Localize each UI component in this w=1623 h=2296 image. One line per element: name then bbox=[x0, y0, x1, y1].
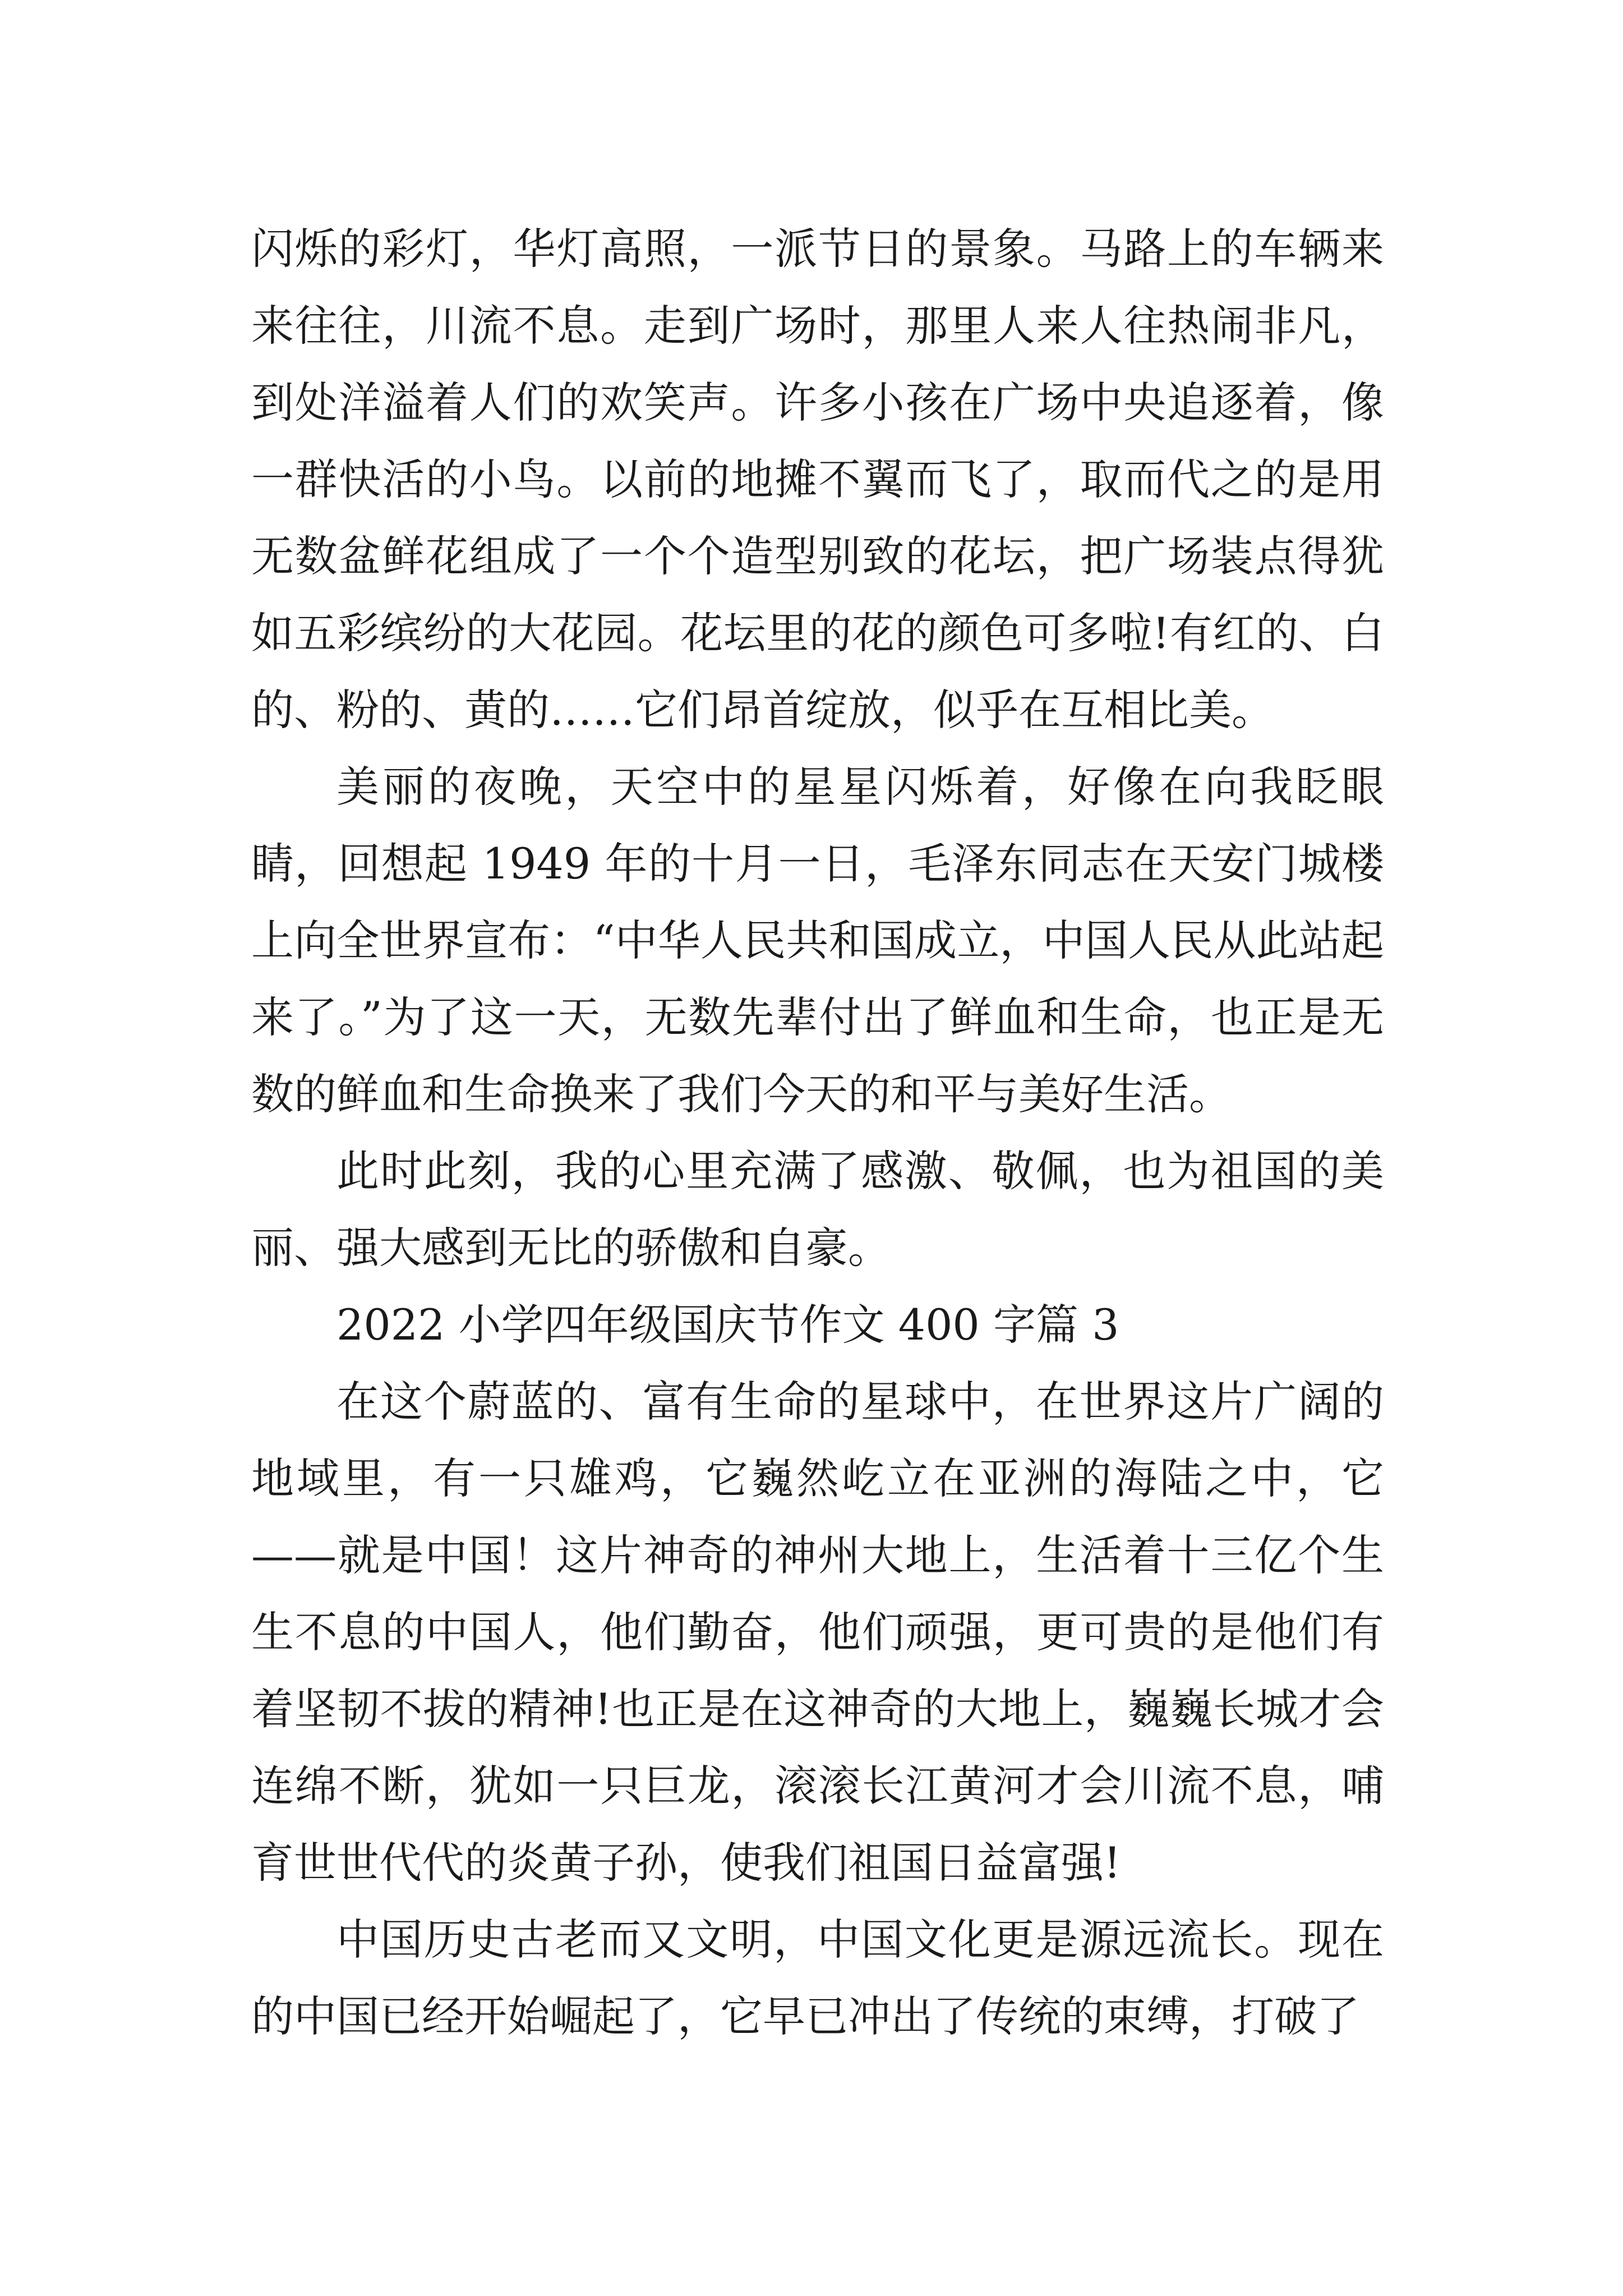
paragraph-continued: 闪烁的彩灯，华灯高照，一派节日的景象。马路上的车辆来来往往，川流不息。走到广场时，那里人来人往热闹非凡，到处洋溢着人们的欢笑声。许多小孩在广场中央追逐着，像一群快活的小鸟。以前的地摊不翼而飞了，取而代之的是用无数盆鲜花组成了一个个造型别致的花坛，把广场装点得犹如五彩缤纷的大花园。花坛里的花的颜色可多啦!有红的、白的、粉的、黄的……它们昂首绽放，似乎在互相比美。 bbox=[251, 224, 1384, 735]
section-heading: 2022 小学四年级国庆节作文 400 字篇 3 bbox=[336, 1300, 1119, 1350]
paragraph: 美丽的夜晚，天空中的星星闪烁着，好像在向我眨眼睛，回想起 1949 年的十月一日，毛泽东同志在天安门城楼上向全世界宣布：“中华人民共和国成立，中国人民从此站起来了。”为了这一天，无数先辈付出了鲜血和生命，也正是无数的鲜血和生命换来了我们今天的和平与美好生活。 bbox=[251, 762, 1384, 1119]
paragraph: 在这个蔚蓝的、富有生命的星球中，在世界这片广阔的地域里，有一只雄鸡，它巍然屹立在亚洲的海陆之中，它——就是中国！这片神奇的神州大地上，生活着十三亿个生生不息的中国人，他们勤奋，他们顽强，更可贵的是他们有着坚韧不拔的精神!也正是在这神奇的大地上，巍巍长城才会连绵不断，犹如一只巨龙，滚滚长江黄河才会川流不息，哺育世世代代的炎黄子孙，使我们祖国日益富强! bbox=[251, 1377, 1384, 1888]
paragraph: 中国历史古老而又文明，中国文化更是源远流长。现在的中国已经开始崛起了，它早已冲出了传统的束缚，打破了 bbox=[251, 1915, 1384, 2041]
document-body bbox=[251, 210, 1384, 2055]
paragraph: 此时此刻，我的心里充满了感激、敬佩，也为祖国的美丽、强大感到无比的骄傲和自豪。 bbox=[251, 1146, 1384, 1273]
